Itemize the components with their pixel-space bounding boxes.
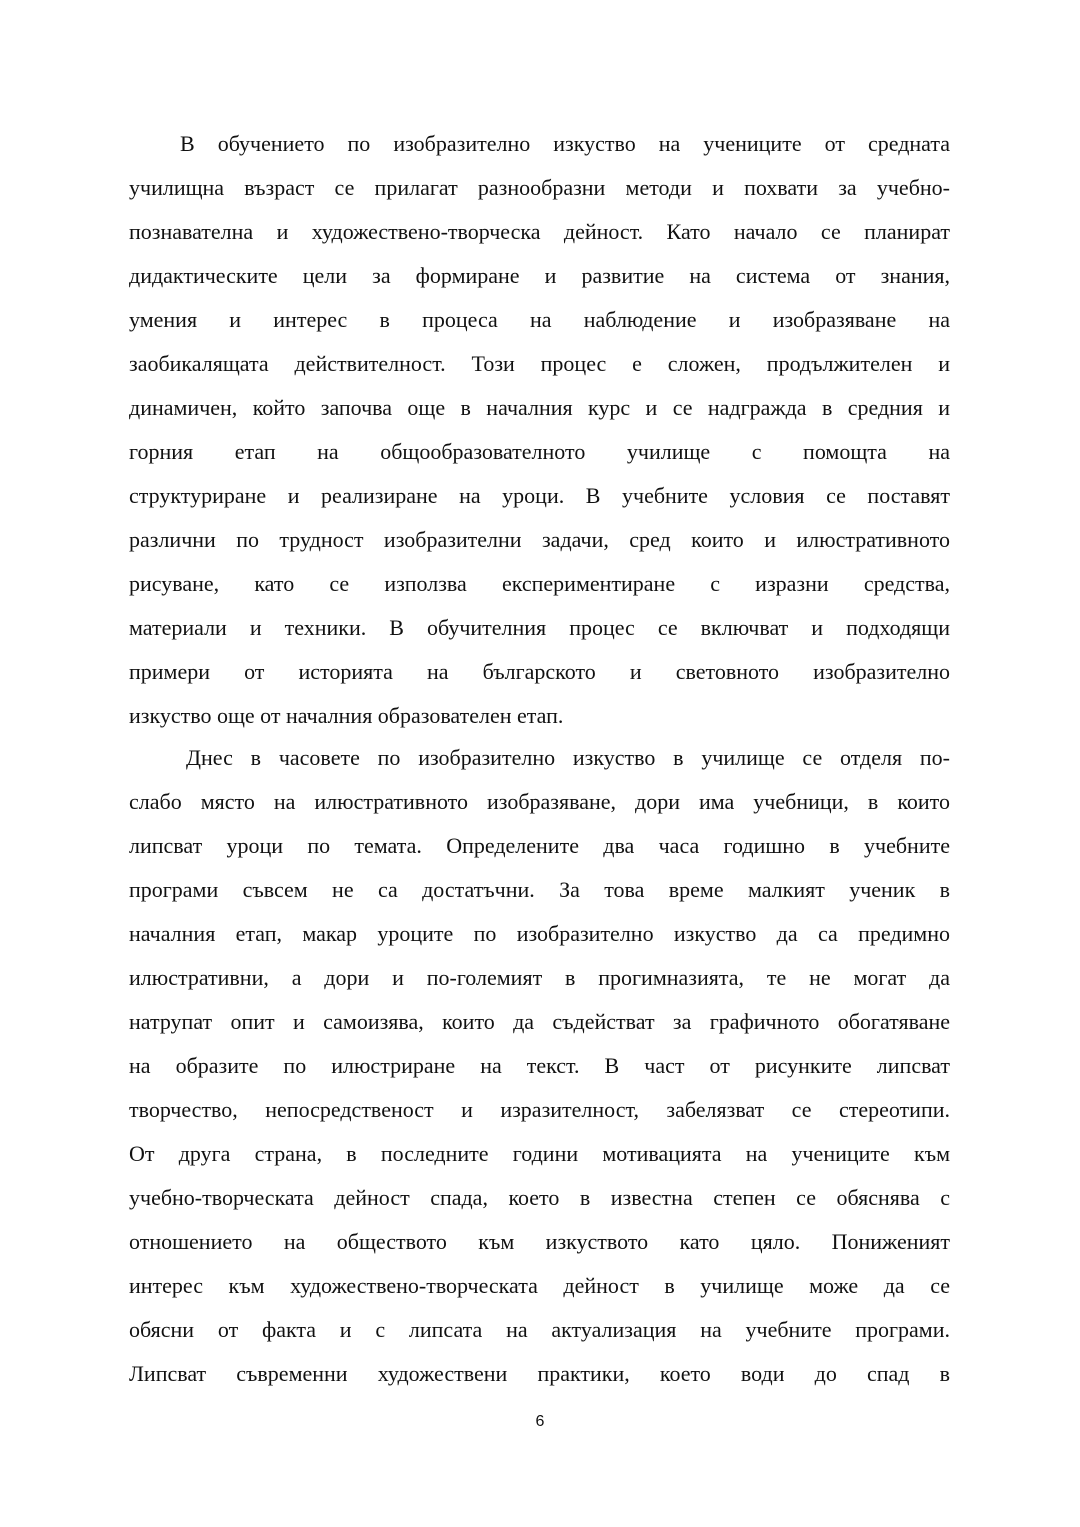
paragraph-1-line: примери от историята на българското и световното изобразително [129, 659, 950, 684]
paragraph-1-line: горния етап на общообразователното училище с помощта на [129, 439, 950, 464]
paragraph-2-line: творчество, непосредственост и изразителност, забелязват се стереотипи. [129, 1097, 950, 1122]
paragraph-1-line: дидактическите цели за формиране и развитие на система от знания, [129, 263, 950, 288]
paragraph-1-line: изкуство още от началния образователен етап. [129, 703, 564, 728]
paragraph-1-line: материали и техники. В обучителния процес се включват и подходящи [129, 615, 950, 640]
paragraph-2-line: началния етап, макар уроците по изобразително изкуство да са предимно [129, 921, 950, 946]
paragraph-2-line: липсват уроци по темата. Определените два часа годишно в учебните [129, 833, 950, 858]
paragraph-2-line: илюстративни, а дори и по-големият в прогимназията, те не могат да [129, 965, 950, 990]
paragraph-2-line: учебно-творческата дейност спада, което в известна степен се обяснява с [129, 1185, 950, 1210]
paragraph-1-line: структуриране и реализиране на уроци. В учебните условия се поставят [129, 483, 950, 508]
paragraph-2-line: програми съвсем не са достатъчни. За това време малкият ученик в [129, 877, 950, 902]
paragraph-2-line: Днес в часовете по изобразително изкуство в училище се отделя по- [186, 745, 950, 770]
paragraph-2-line: От друга страна, в последните години мотивацията на учениците към [129, 1141, 950, 1166]
paragraph-2-line: отношението на обществото към изкуството като цяло. Пониженият [129, 1229, 950, 1254]
paragraph-1-line: училищна възраст се прилагат разнообразни методи и похвати за учебно- [129, 175, 950, 200]
paragraph-2-line: слабо място на илюстративното изобразяване, дори има учебници, в които [129, 789, 950, 814]
page-number: 6 [535, 1413, 545, 1430]
paragraph-2-line: обясни от факта и с липсата на актуализация на учебните програми. [129, 1317, 950, 1342]
paragraph-2-line: Липсват съвременни художествени практики, което води до спад в [129, 1361, 950, 1386]
paragraph-1-line: заобикалящата действителност. Този процес е сложен, продължителен и [129, 351, 950, 376]
paragraph-1-line: умения и интерес в процеса на наблюдение и изобразяване на [129, 307, 950, 332]
paragraph-1-line: рисуване, като се използва експериментиране с изразни средства, [129, 571, 950, 596]
paragraph-1-line: динамичен, който започва още в началния курс и се надгражда в средния и [129, 395, 950, 420]
paragraph-1-line: В обучението по изобразително изкуство на учениците от средната [180, 131, 950, 156]
paragraph-2-line: на образите по илюстриране на текст. В част от рисунките липсват [129, 1053, 950, 1078]
paragraph-1-line: различни по трудност изобразителни задачи, сред които и илюстративното [129, 527, 950, 552]
paragraph-1-line: познавателна и художествено-творческа дейност. Като начало се планират [129, 219, 950, 244]
paragraph-2-line: интерес към художествено-творческата дейност в училище може да се [129, 1273, 950, 1298]
paragraph-2-line: натрупат опит и самоизява, които да съдействат за графичното обогатяване [129, 1009, 950, 1034]
